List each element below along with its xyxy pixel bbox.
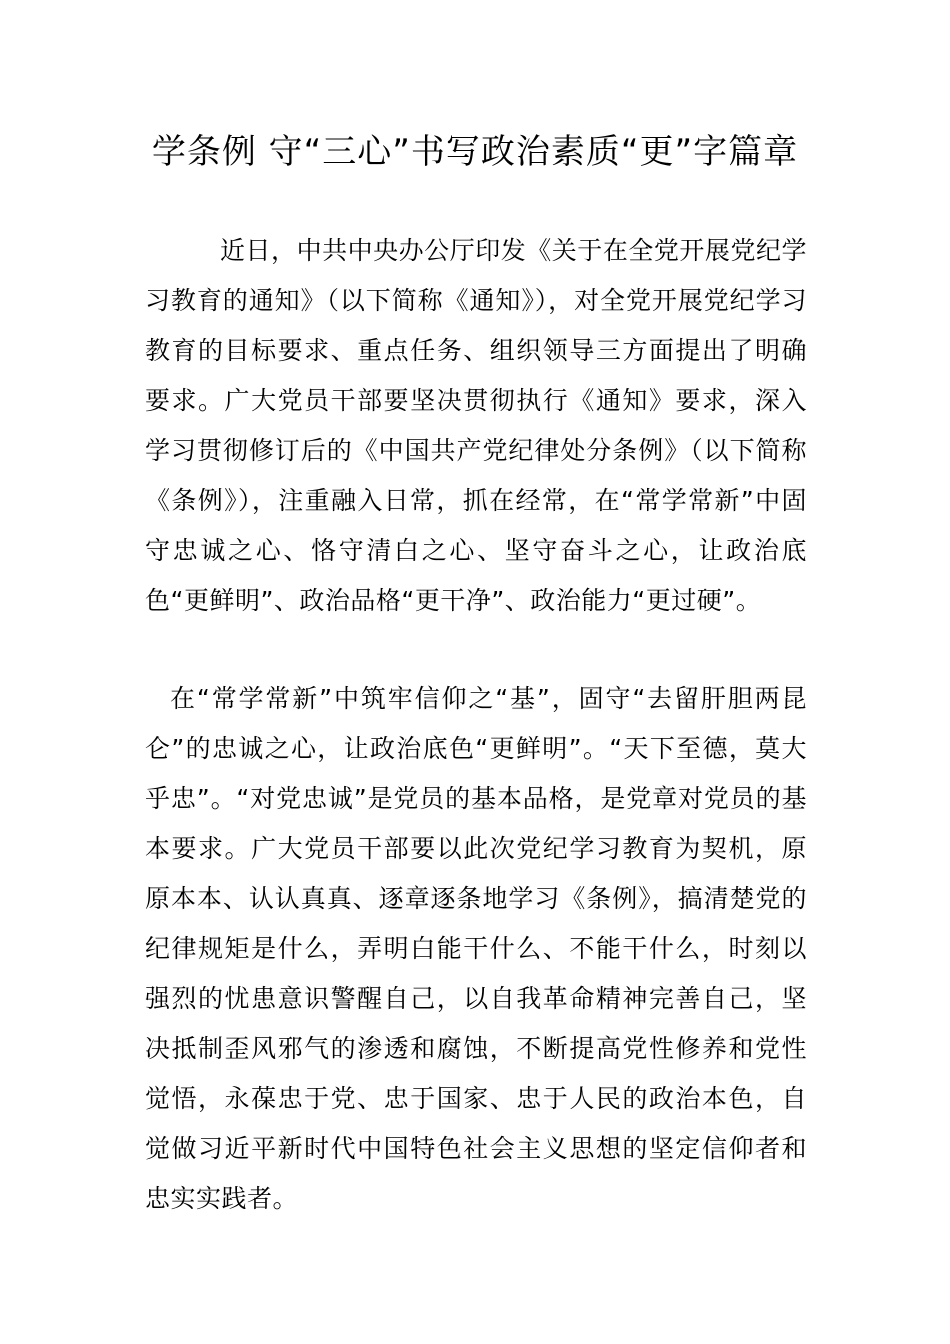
- paragraph-intro: 近日，中共中央办公厅印发《关于在全党开展党纪学习教育的通知》（以下简称《通知》），对全党开展党纪学习教育的目标要求、重点任务、组织领导三方面提出了明确要求。广大党员干部要坚决贯彻执行《通知》要求，深入学习贯彻修订后的《中国共产党纪律处分条例》（以下简称《条例》），注重融入日常，抓在经常，在“常学常新”中固守忠诚之心、恪守清白之心、坚守奋斗之心，让政治底色“更鲜明”、政治品格“更干净”、政治能力“更过硬”。: [145, 236, 807, 615]
- document-title: 学条例 守“三心”书写政治素质“更”字篇章: [151, 132, 799, 172]
- paragraph-loyalty: 在“常学常新”中筑牢信仰之“基”，固守“去留肝胆两昆仑”的忠诚之心，让政治底色“更鲜明”。“天下至德，莫大乎忠”。“对党忠诚”是党员的基本品格，是党章对党员的基本要求。广大党员干部要以此次党纪学习教育为契机，原原本本、认认真真、逐章逐条地学习《条例》，搞清楚党的纪律规矩是什么，弄明白能干什么、不能干什么，时刻以强烈的忧患意识警醒自己，以自我革命精神完善自己，坚决抵制歪风邪气的渗透和腐蚀，不断提高党性修养和党性觉悟，永葆忠于党、忠于国家、忠于人民的政治本色，自觉做习近平新时代中国特色社会主义思想的坚定信仰者和忠实实践者。: [145, 684, 807, 1213]
